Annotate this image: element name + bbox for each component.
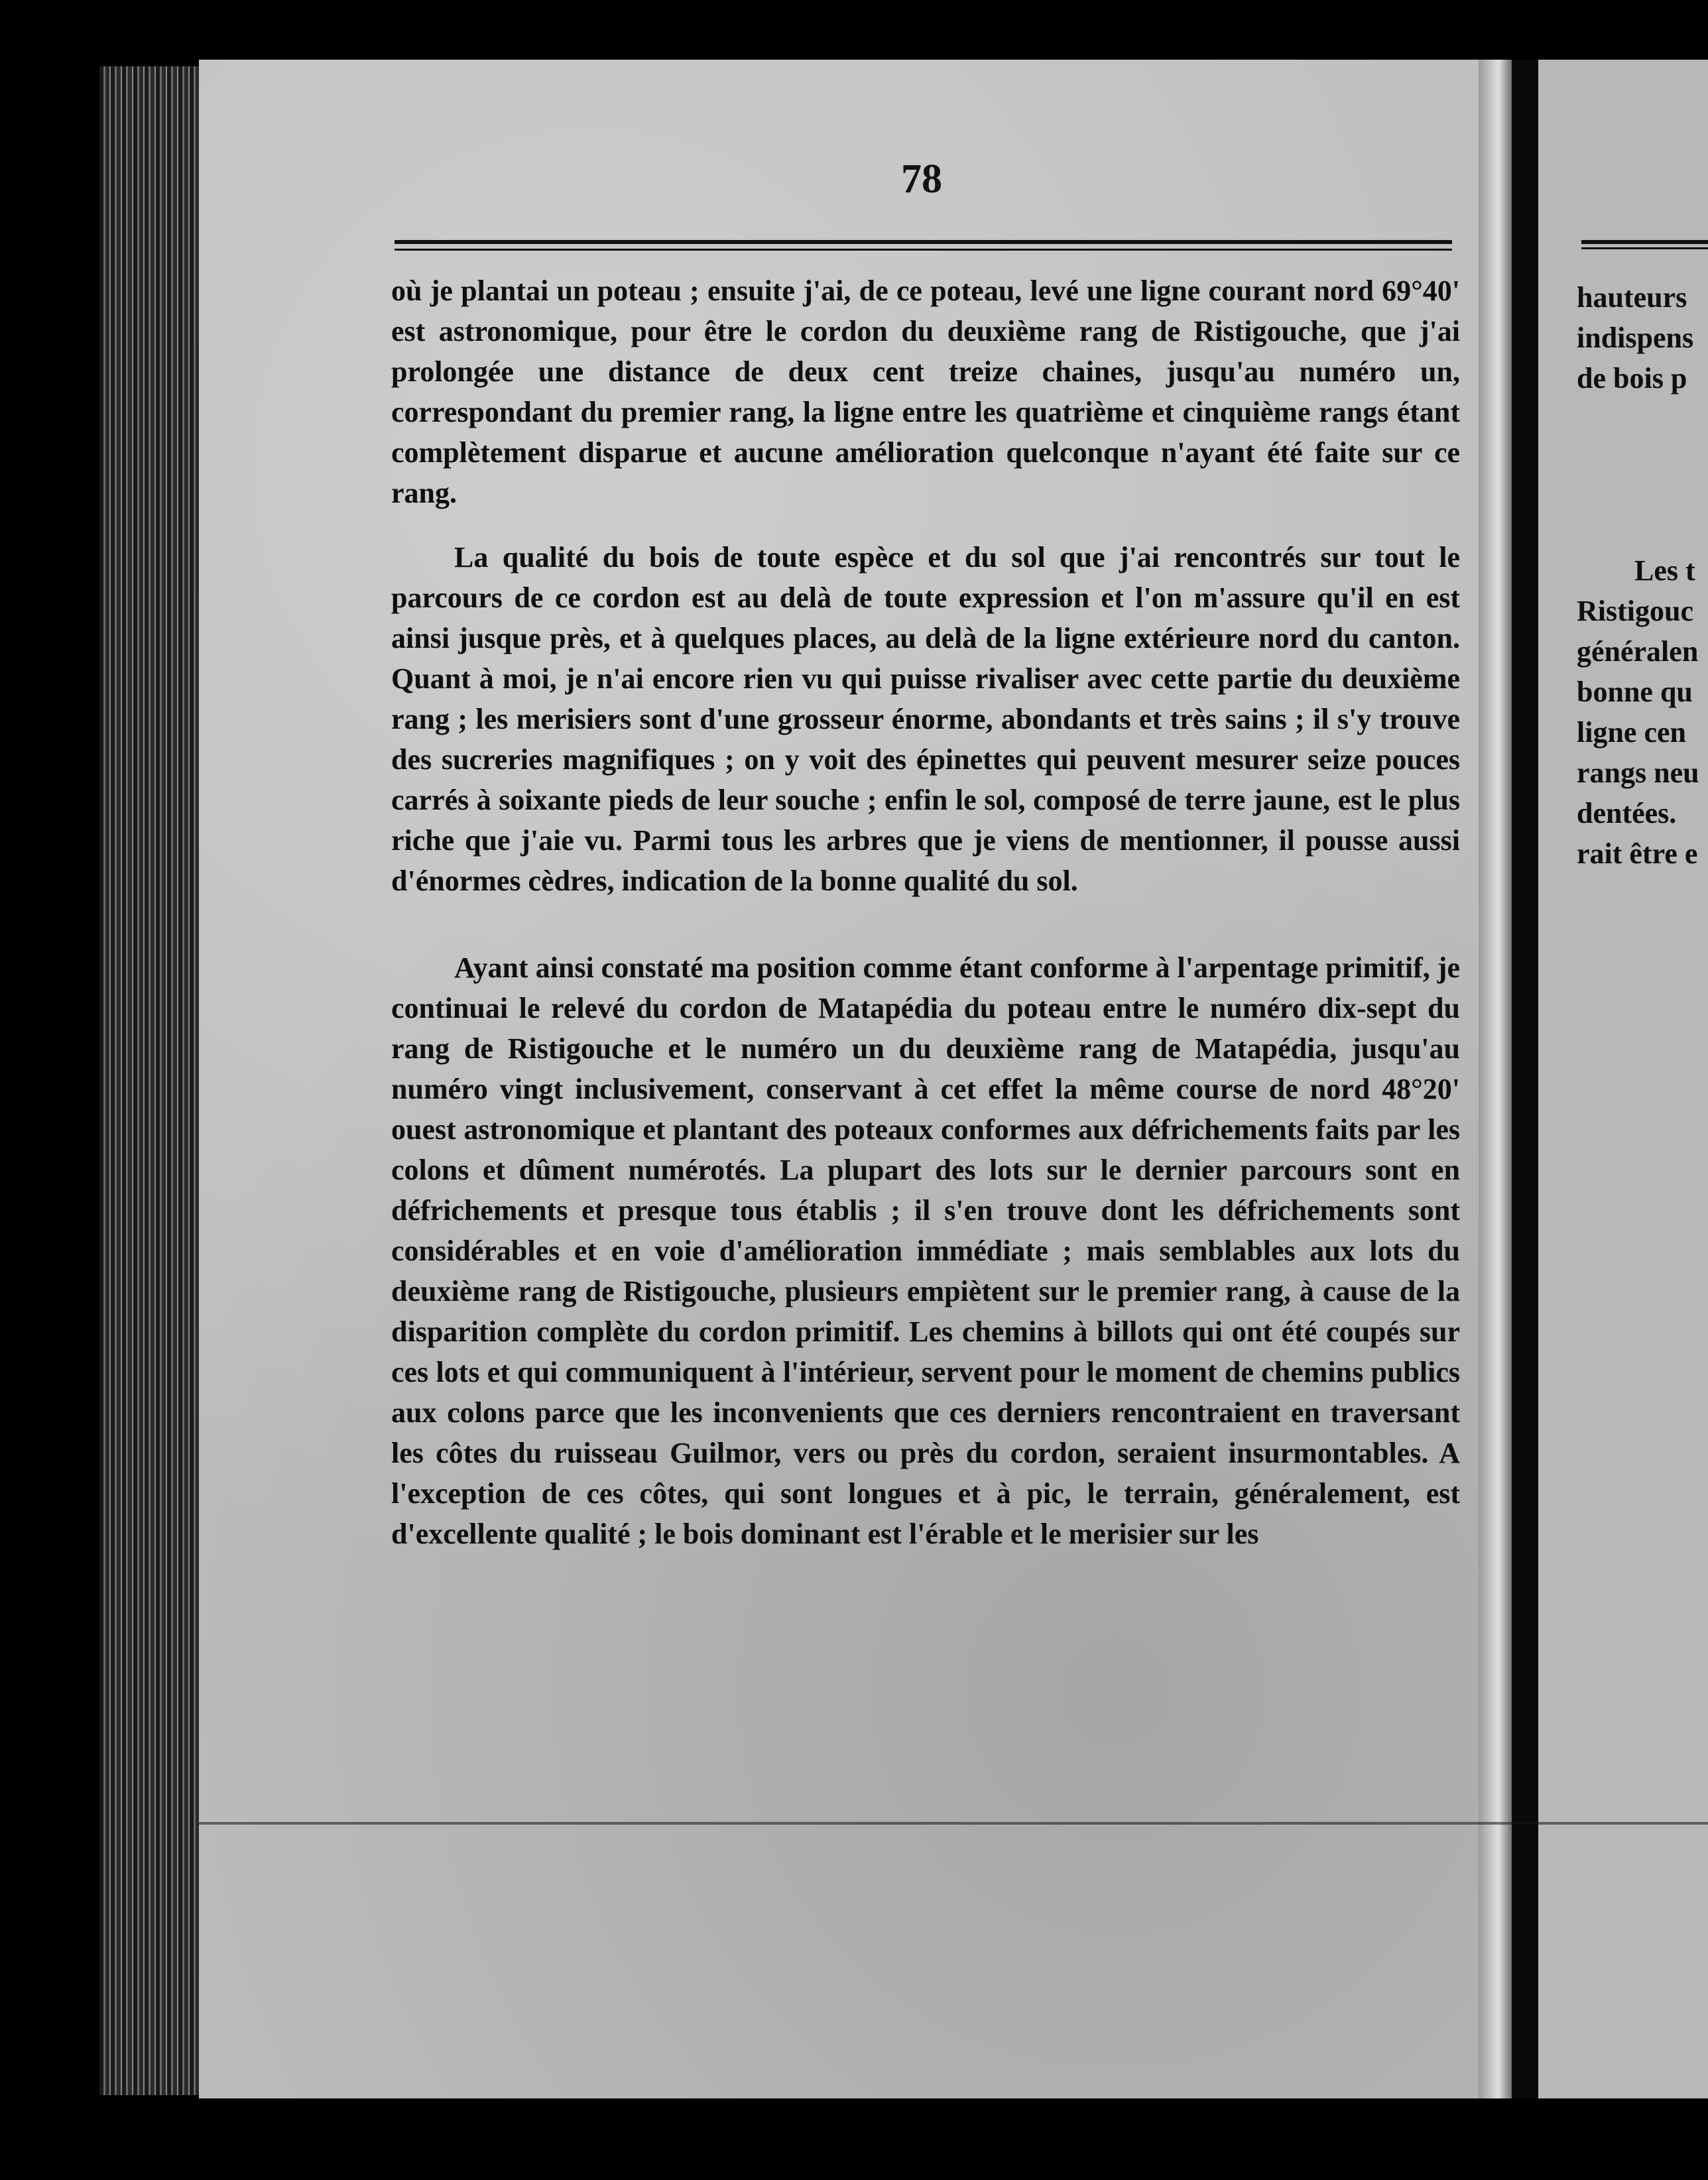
facing-line: Les t [1634,554,1695,587]
facing-line: hauteurs [1577,281,1687,314]
facing-line: de bois p [1577,362,1687,394]
facing-line: bonne qu [1577,676,1693,708]
paragraph-2: La qualité du bois de toute espèce et du sol que j'ai rencontrés sur tout le parcours de ce cordon est au delà de toute expression et l'on m'assure qu'il en est ainsi jusque près, et à quelques places, au delà de la ligne extérieure nord du canton. Quant à moi, je n'ai encore rien vu qui puisse rivaliser avec cette partie du deuxième rang ; les merisiers sont d'une grosseur énorme, abondants et très sains ; il s'y trouve des sucreries magnifiques ; on y voit des épinettes qui peuvent mesurer seize pouces carrés à soixante pieds de leur souche ; enfin le sol, composé de terre jaune, est le plus riche que j'aie vu. Parmi tous les arbres que je viens de mentionner, il pousse aussi d'énormes cèdres, indication de la bonne qualité du sol. [391,541,1460,897]
page-number: 78 [901,156,942,202]
scan-line [199,1822,1708,1825]
facing-line: indispens [1577,322,1694,354]
header-rule [395,240,1452,251]
facing-line: rangs neu [1577,757,1699,789]
facing-header-rule [1581,240,1708,249]
page-gutter [1512,60,1538,2098]
facing-line: ligne cen [1577,716,1686,749]
paragraph-3: Ayant ainsi constaté ma position comme étant conforme à l'arpentage primitif, je continuai le relevé du cordon de Matapédia du poteau entre le numéro dix-sept du rang de Ristigouche et le numéro un du deuxième rang de Matapédia, jusqu'au numéro vingt inclusivement, conservant à cet effet la même course de nord 48°20' ouest astronomique et plantant des poteaux conformes aux défrichements faits par les colons et dûment numérotés. La plupart des lots sur le dernier parcours sont en défrichements et presque tous établis ; il s'en trouve dont les défrichements sont considérables et en voie d'amélioration immédiate ; mais semblables aux lots du deuxième rang de Ristigouche, plusieurs empiètent sur le premier rang, à cause de la disparition complète du cordon primitif. Les chemins à billots qui ont été coupés sur ces lots et qui communiquent à l'intérieur, servent pour le moment de chemins publics aux colons parce que les inconvenients que ces derniers rencontraient en traversant les côtes du ruisseau Guilmor, vers ou près du cordon, seraient insurmontables. A l'exception de ces côtes, qui sont longues et à pic, le terrain, généralement, est d'excellente qualité ; le bois dominant est l'érable et le merisier sur les [391,951,1460,1550]
facing-line: dentées. [1577,797,1677,829]
facing-line: généralen [1577,635,1699,668]
page-text [391,271,1460,1554]
facing-line: rait être e [1577,837,1698,870]
facing-line: Ristigouc [1577,595,1693,627]
paragraph-1: où je plantai un poteau ; ensuite j'ai, de ce poteau, levé une ligne courant nord 69°40' est astronomique, pour être le cordon du deuxième rang de Ristigouche, que j'ai prolongée une distance de deux cent treize chaines, jusqu'au numéro un, correspondant du premier rang, la ligne entre les quatrième et cinquième rangs étant complètement disparue et aucune amélioration quelconque n'ayant été faite sur ce rang. [391,274,1460,509]
book-binding [99,66,212,2095]
page-edge [1479,60,1512,2098]
